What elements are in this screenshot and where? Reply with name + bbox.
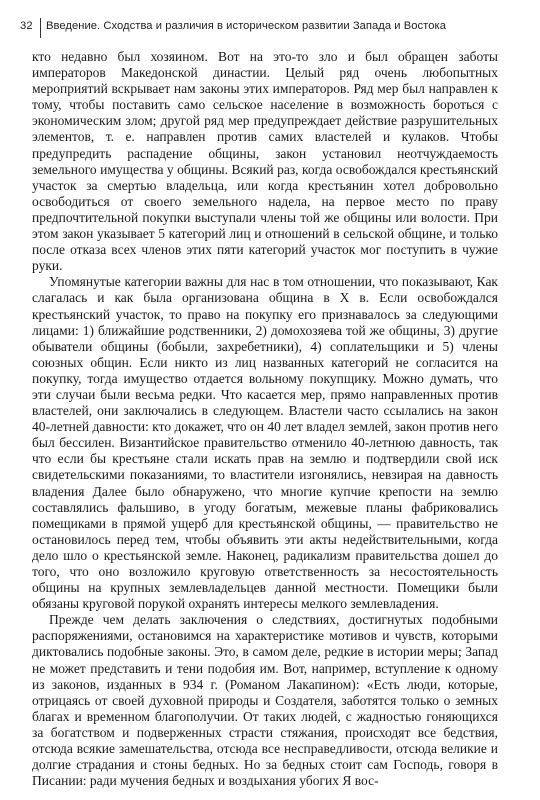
paragraph-continued: кто недавно был хозяином. Вот на это-то зло и был обращен заботы императоров Македонской династии. Целый ряд очень любопытных мероприятий вскрывает нам законы этих императоров. Ряд мер был направлен к тому, чтобы поставить само сельское население в возможность бороться с экономическим злом; другой ряд мер предупреждает действие разрушительных элементов, т. е. направлен против самих властелей и кулаков. Чтобы предупредить распадение общины, закон установил неотчуждаемость земельного имущества у общины. Всякий раз, когда освобождался крестьянский участок за смертью владельца, или когда крестьянин хотел добровольно освободиться от своего земельного надела, на первое место по праву предпочтительной покупки выступали члены той же общины или волости. При этом закон указывает 5 категорий лиц и отношений в сельской общине, и только после отказа всех членов этих пяти категорий участок мог поступить в чужие руки. [32,49,498,274]
header-divider [40,18,41,38]
running-head [20,18,500,38]
body-text [32,49,498,789]
running-title: Введение. Сходства и различия в историческом развитии Запада и Востока [46,20,446,32]
paragraph: Прежде чем делать заключения о следствиях, достигнутых подобными распоряжениями, остановимся на характеристике мотивов и чувств, которыми диктовались подобные законы. Это, в самом деле, редкие в истории меры; Запад не может представить и тени подобия им. Вот, например, вступление к одному из законов, изданных в 934 г. (Романом Лакапином): «Есть люди, которые, отрицаясь от своей духовной природы и Создателя, заботятся только о земных благах и временном благополучии. От таких людей, с жадностью гоняющихся за богатством и подверженных страсти стяжания, происходят все бедствия, отсюда всякие замешательства, отсюда все несправедливости, отсюда великие и долгие страдания и стоны бедных. Но за бедных стоит сам Господь, говоря в Писании: ради мучения бедных и воздыхания убогих Я вос- [32,612,498,789]
paragraph: Упомянутые категории важны для нас в том отношении, что показывают, Как слагалась и как была организована община в X в. Если освобождался крестьянский участок, то право на покупку его признавалось за следующими лицами: 1) ближайшие родственники, 2) домохозяева той же общины, 3) другие обыватели общины (бобыли, захребетники), 4) соплательщики и 5) члены союзных общин. Если никто из лиц названных категорий не согласится на покупку, тогда имущество отдается вольному покупщику. Можно думать, что эти случаи были весьма редки. Что касается мер, прямо направленных против властелей, они заключались в следующем. Властели часто ссылались на закон 40-летней давности: кто докажет, что он 40 лет владел землей, закон против него был бессилен. Византийское правительство отменило 40-летнюю давность, так что если бы крестьяне стали искать прав на землю и подтвердили свой иск свидетельскими показаниями, то властители изгонялись, невзирая на давность владения Далее было обнаружено, что многие купчие крепости на землю составлялись фальшиво, в угоду богатым, межевые планы фабриковались помещиками в прямой ущерб для крестьянской общины, — правительство не остановилось перед тем, чтобы объявить эти акты недействительными, когда дело шло о крестьянской земле. Наконец, радикализм правительства дошел до того, что оно возложило круговую ответственность за несостоятельность общины на крупных землевладельцев данной местности. Помещики были обязаны круговой порукой охранять интересы мелкого землевладения. [32,274,498,612]
page-number: 32 [20,20,33,32]
